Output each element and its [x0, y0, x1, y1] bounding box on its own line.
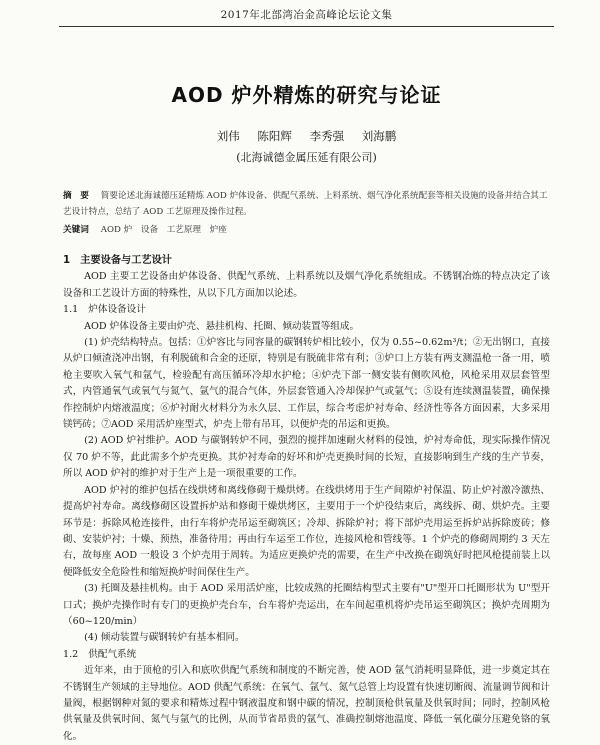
body-text [63, 253, 550, 745]
paragraph: (2) AOD 炉衬维护。AOD 与碳钢转炉不同，强烈的搅拌加速耐火材料的侵蚀，炉衬寿命低，现实际操作情况仅 70 炉不等，此此需多个炉壳更换。其炉衬寿命的好坏和炉壳更换时间的长短，直接影响到生产线的生产节奏，所以 AOD 炉衬的维护对于生产上是一项很重要的工作。 [63, 435, 550, 480]
affiliation: (北海诚德金属压延有限公司) [236, 151, 377, 164]
paragraph: (4) 倾动装置与碳钢转炉有基本相同。 [84, 632, 245, 644]
abstract-label: 摘 要 [63, 191, 89, 201]
paragraph: (1) 炉壳结构特点。包括：①炉容比与同容量的碳钢转炉相比较小，仅为 0.55~0.62m³/t；②无出钢口，直接从炉口倾渣浇冲出钢，有利脱硫和合金的还原，特别是有脱硫非常有利；③炉口上方装有两支测温枪一备一用，喷枪主要吹入氧气和氩气，检验配有高压循环冷却水护枪；④炉壳下部一侧安装有侧吹风枪，风枪采用双层套管型式，内管通氧气或氧气与氮气、氩气的混合气体，外层套管通入冷却保护气或氩气；⑤设有连续测温装置，确保操作控制炉内熔液温度；⑥炉衬耐火材料分为永久层、工作层，综合考虑炉衬寿命、经济性等各方面因素，大多采用镁钙砖；⑦AOD 采用活炉座型式，炉壳上带有吊耳，以便炉壳的吊运和更换。 [63, 337, 550, 431]
author-name: 刘伟 [216, 129, 240, 143]
subsection-heading [63, 647, 550, 663]
section-heading: 1 主要设备与工艺设计 [63, 255, 172, 266]
subsection-title: 炉体设备设计 [88, 304, 146, 316]
abstract-text: 简要论述北海诚德压延精炼 AOD 炉体设备、供配气系统、上料系统、烟气净化系统配套等相关设施的设备并结合其工艺设计特点，总结了 AOD 工艺原理及操作过程。 [63, 191, 548, 217]
keywords-text: AOD 炉 设备 工艺原理 炉座 [100, 225, 227, 235]
paragraph: (3) 托圈及悬挂机构。由于 AOD 采用活炉座，比较成熟的托圈结构型式主要有"U"型开口托圈形状为 U"型开口式；换炉壳操作时有专门的更换炉壳台车，台车将炉壳运出，在车间起重机将炉壳吊运至砌筑区；换炉壳周期为（60~120/min） [63, 583, 550, 627]
keywords [63, 222, 550, 238]
abstract [63, 188, 550, 220]
paper-title: AOD 炉外精炼的研究与论证 [171, 83, 442, 107]
running-header: 2017年北部湾冶金高峰论坛论文集 [59, 0, 554, 27]
keywords-label: 关键词 [63, 225, 89, 235]
author-list [63, 128, 550, 144]
author-name: 李秀强 [309, 129, 345, 143]
subsection-number: 1.1 [63, 304, 79, 316]
author-name: 刘海鹏 [361, 129, 397, 143]
subsection-number: 1.2 [63, 648, 79, 660]
paragraph: AOD 炉衬的维护包括在线烘烤和离线修砌干燥烘烤。在线烘烤用于生产间隙炉衬保温、防止炉衬激冷激热、提高炉衬寿命。离线修砌区设置拆炉站和修砌干燥烘烤区，主要用于一个炉役结束后，离线拆、砌、烘炉壳。主要环节是：拆除风枪连接件，由行车将炉壳吊运至砌筑区；冷却、拆除炉衬；将下部炉壳用运至拆炉站拆除废砖；修砌、安装炉衬；十燥、预热，准备待用；再由行车运至工作位，连接风枪和管线等。1 个炉壳的修砌周期约 3 天左右，故每座 AOD 一般设 3 个炉壳用于周转。为适应更换炉壳的需要，在生产中改换在砌筑好时把风枪提前装上以便降低安全危险性和缩短换炉时间保住生产。 [63, 484, 550, 578]
subsection-title: 供配气系统 [88, 648, 137, 660]
paragraph: 近年来，由于顶枪的引入和底吹供配气系统和制度的不断完善，使 AOD 氩气消耗明显降低，进一步奠定其在不锈钢生产领域的主导地位。AOD 供配气系统：在氧气、氩气、氮气总管上均设置有快速切断阀、流量调节阀和计量阀，根据钢种对氮的要求和精炼过程中钢液温度和钢中碳的情况，控制顶枪供氧量及供氧时间；同时，控制风枪供氧量及供氧时间、氮气与氩气的比例，从而节省昂贵的氩气、准确控制熔池温度、降低一氧化碳分压避免铬的氧化。 [63, 665, 550, 742]
paragraph: AOD 炉体设备主要由炉壳、悬挂机构、托圈、倾动装置等组成。 [84, 320, 360, 332]
subsection-heading [63, 302, 550, 318]
author-name: 陈阳辉 [257, 129, 292, 143]
paragraph: AOD 主要工艺设备由炉体设备、供配气系统、上料系统以及烟气净化系统组成。不锈钢冶炼的特点决定了该设备和工艺设计方面的特殊性，从以下几方面加以论述。 [63, 271, 550, 299]
